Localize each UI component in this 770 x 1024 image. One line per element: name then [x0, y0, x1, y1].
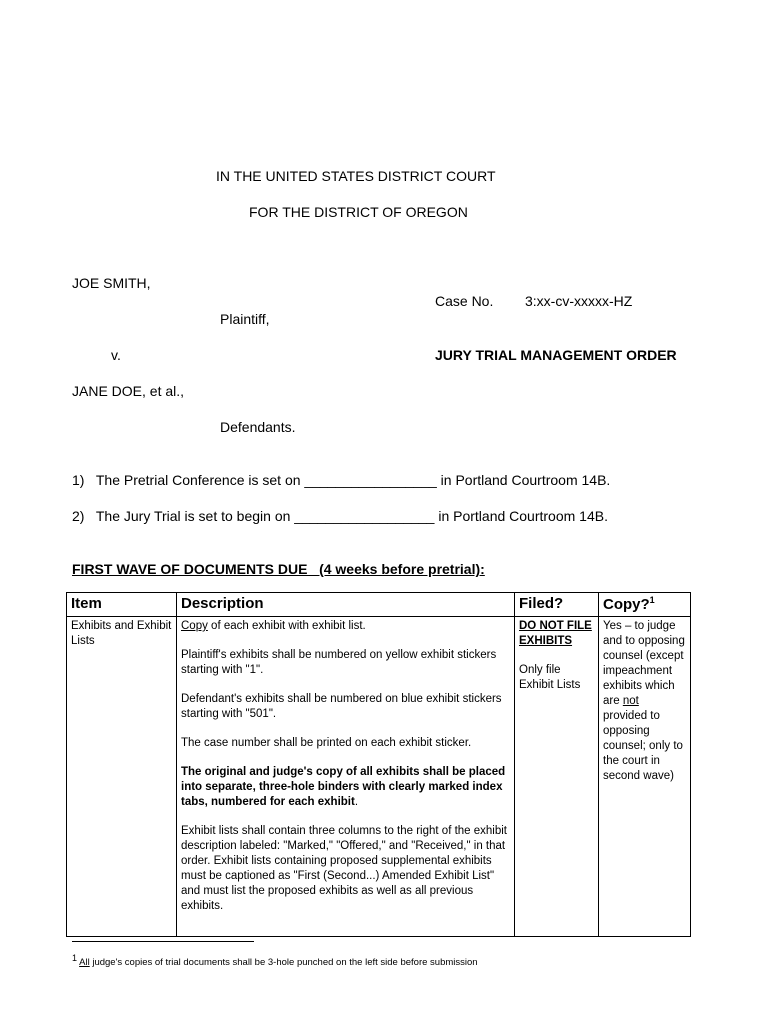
- header-item: Item: [67, 593, 177, 617]
- defendant-role: Defendants.: [220, 419, 296, 435]
- binder-instructions: [181, 765, 510, 810]
- exhibit-list-instructions: Exhibit lists shall contain three columns to the right of the exhibit description labeled: "Marked," "Offered," and "Received," in that order. Exhibit lists containing proposed supplemental exhibits must be captioned as "First (Second...) Amended Exhibit List" and must list the proposed exhibits as well as all previous exhibits.: [181, 825, 508, 912]
- description-text: of each exhibit with exhibit list.: [207, 620, 366, 632]
- header-filed: Filed?: [515, 593, 599, 617]
- case-number: 3:xx-cv-xxxxx-HZ: [525, 293, 633, 309]
- footnote-ref: 1: [649, 595, 655, 605]
- copy-text-1: Yes – to judge and to opposing counsel (except impeachment exhibits which are: [603, 620, 685, 707]
- header-copy: [599, 593, 691, 617]
- binder-instructions-end: .: [354, 796, 359, 808]
- do-not-file-notice: DO NOT FILE EXHIBITS: [519, 620, 592, 647]
- row-description: [177, 617, 515, 937]
- copy-text-2: provided to opposing counsel; only to the court in second wave): [603, 710, 683, 782]
- footnote-text: judge's copies of trial documents shall be 3-hole punched on the left side before submission: [89, 957, 478, 969]
- case-number-note: The case number shall be printed on each exhibit sticker.: [181, 737, 472, 749]
- order-title: JURY TRIAL MANAGEMENT ORDER: [435, 347, 677, 363]
- section-heading: FIRST WAVE OF DOCUMENTS DUE (4 weeks before pretrial):: [72, 561, 485, 577]
- header-copy-label: Copy?: [603, 596, 650, 613]
- jury-trial-item: 2) The Jury Trial is set to begin on __________________ in Portland Courtroom 14B.: [72, 508, 608, 524]
- court-name: IN THE UNITED STATES DISTRICT COURT: [216, 168, 496, 184]
- row-filed: [515, 617, 599, 937]
- footnote-underlined: All: [79, 957, 90, 969]
- footnote: [72, 953, 478, 968]
- filed-note: Only file Exhibit Lists: [519, 664, 581, 691]
- binder-instructions-bold: The original and judge's copy of all exhibits shall be placed into separate, three-hole binders with clearly marked index tabs, numbered for each exhibit: [181, 766, 506, 808]
- copy-underlined: Copy: [181, 620, 208, 632]
- row-copy: [599, 617, 691, 937]
- plaintiff-exhibits-note: Plaintiff's exhibits shall be numbered on yellow exhibit stickers starting with "1".: [181, 649, 497, 676]
- header-description: Description: [177, 593, 515, 617]
- pretrial-conference-item: 1) The Pretrial Conference is set on _________________ in Portland Courtroom 14B.: [72, 472, 611, 488]
- footnote-marker: 1: [72, 953, 78, 963]
- table-header-row: [67, 593, 691, 617]
- documents-table: [66, 592, 691, 937]
- district-name: FOR THE DISTRICT OF OREGON: [249, 204, 468, 220]
- copy-not: not: [622, 695, 639, 707]
- defendant-name: JANE DOE, et al.,: [72, 383, 185, 399]
- versus-label: v.: [111, 347, 121, 363]
- defendant-exhibits-note: Defendant's exhibits shall be numbered on blue exhibit stickers starting with "501".: [181, 693, 502, 720]
- plaintiff-name: JOE SMITH,: [72, 275, 151, 291]
- table-row: [67, 617, 691, 937]
- case-label: Case No.: [435, 293, 494, 309]
- footnote-divider: [72, 941, 254, 942]
- row-item: Exhibits and Exhibit Lists: [67, 617, 177, 937]
- plaintiff-role: Plaintiff,: [220, 311, 270, 327]
- description-paragraph: [181, 619, 510, 634]
